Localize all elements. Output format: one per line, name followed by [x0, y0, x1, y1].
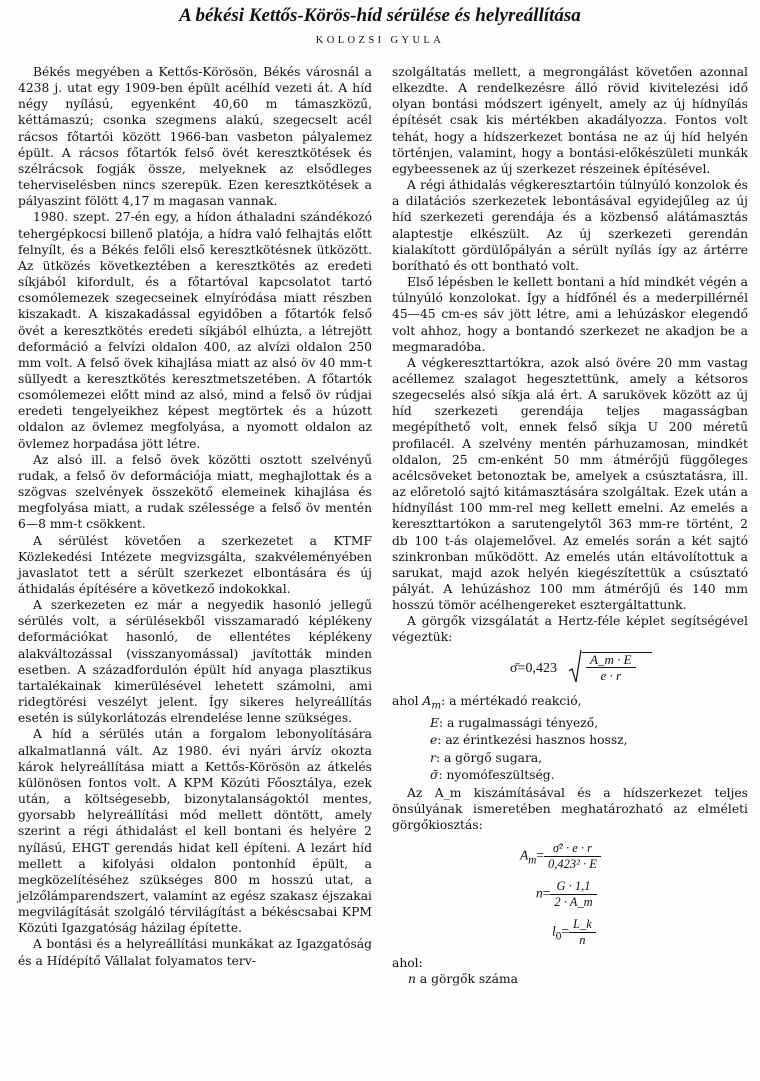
definition-row: n a görgők száma: [408, 972, 518, 987]
paragraph: A régi áthidalás végkeresztartóin túlnyúló konzolok és a dilatációs szerkezetek lebontásával egyidejűleg az új híd szerkezeti gerendája és a közbenső alátámasztás alaptestje elkészült. Az új szerkezeti gerendán kialakított gördülőpályán a sérült nyílás így az ártérre borítható és ott bontható volt.: [392, 178, 748, 273]
hertz-formula: [392, 649, 748, 689]
fraction-denominator: n: [579, 932, 586, 947]
definition-row: [392, 750, 748, 768]
paragraph: A görgők vizsgálatát a Hertz-féle képlet segítségével végeztük:: [392, 614, 748, 645]
definition-row: [392, 693, 748, 715]
paragraph: Első lépésben le kellett bontani a híd mindkét végén a túlnyúló konzolokat. Így a hídfőnél és a mederpillérnél 45—45 cm-es sáv jött létre, ami a lehúzáskor elegendő volt ahhoz, hogy a bontandó szerkezet ne akadjon be a megmaradóba.: [392, 275, 748, 354]
left-column: [18, 64, 372, 969]
symbol: e: [430, 733, 438, 748]
definition-text: : a mértékadó reakció,: [441, 693, 582, 708]
definition-text: a görgők száma: [419, 972, 518, 987]
symbol-subscript: m: [431, 699, 442, 712]
paragraph: szolgáltatás mellett, a megrongálást követően azonnal elkezdte. A rendelkezésre álló rövid kivitelezési idő olyan bontási módszert igényelt, amely az új hídnyílás építését csak kis mértékben akadályozza. Fontos volt tehát, hogy a hídszerkezet bontása ne az új híd helyén történjen, valamint, hogy a bontási-előkészületi munkák egybeessenek az új szerkezet részeinek építésével.: [392, 65, 748, 176]
definition-row: [392, 715, 748, 733]
definition-row: [392, 767, 748, 785]
symbol: σ̄: [430, 768, 439, 783]
formula-fraction: [569, 917, 596, 948]
paragraph: A szerkezeten ez már a negyedik hasonló jellegű sérülés volt, a sérülésekből visszamaradó képlékeny deformációkat hasonló, de ellentétes képlékeny alakváltozással (visszanyomással) javították minden esetben. A századfordulón épült híd anyaga plasztikus tartalékainak kimerülésével lehetett számolni, ami ridegtörési veszélyt jelent. Így sikeres helyreállítás esetén is súlykorlátozás elrendelése lenne szükséges.: [18, 598, 372, 726]
article-title: A békési Kettős-Körös-híd sérülése és helyreállítása: [179, 5, 581, 26]
formula-n: n= $\frac{G \cdot 1,1}{2 \cdot A\_m}$: [536, 879, 597, 910]
symbol: E: [430, 715, 439, 730]
fraction-numerator: A_m · E: [586, 652, 636, 668]
fraction-numerator: σ̄² · e · r: [544, 841, 601, 857]
article-author: KOLOZSI GYULA: [315, 35, 445, 46]
definition-text: : nyomófeszültség.: [438, 768, 555, 783]
paragraph: A végkereszttartókra, azok alsó övére 20 mm vastag acéllemez szalagot hegesztettünk, amely a kétsoros szegecselés alsó síkja alá ért. A sarukövek között az új híd szerkezeti gerendája teljes magasságban megépíthető volt, ennek felső síkja U 200 méretű profilacél. A szelvény mentén párhuzamosan, mindkét oldalon, 25 cm-enként 50 mm átmérőjű függőleges acélcsöveket betonoztak be, amelyek a csúsztatásra, ill. az előretoló sajtó kitámasztására szolgáltak. Ezek után a hídnyílást 100 mm-rel meg kellett emelni. Az emelés a kereszttartókon a sarutengelytől 363 mm-re történt, 2 db 100 t-ás olajemelővel. Az emelés során a két sajtó szinkronban működött. Az emelés után eltávolítottuk a sarukat, majd azok helyén kiegészítettük a csúsztató pályát. A lehúzáshoz 100 mm átmérőjű és 140 mm hosszú tömör acélhengereket esztergáltattunk.: [392, 355, 748, 613]
right-column: [392, 64, 748, 988]
definition-text: : a rugalmassági tényező,: [438, 715, 599, 730]
formula-l0: $l_0=$ $\frac{L\_k}{n}$: [552, 917, 596, 948]
paragraph: Az A_m kiszámításával és a hídszerkezet teljes önsúlyának ismeretében meghatározható az elméleti görgőkiosztás:: [392, 786, 748, 833]
paragraph: Az alsó ill. a felső övek közötti osztott szelvényű rudak, a felső öv deformációja miatt, meghajlottak és a szögvas szelvények összekötő elemeinek kihajlása és megfolyása miatt, a rudak szélessége a felső öv mentén 6—8 mm-t csökkent.: [18, 452, 372, 532]
ending-intro: ahol:: [392, 955, 423, 970]
formula-am: $A_m=$ $\frac{\text{σ̄² · e · r}}{\text{0,423² · E}}$: [520, 841, 601, 872]
formula-fraction: [586, 652, 636, 683]
formula-fraction: [550, 879, 596, 910]
paragraph: Békés megyében a Kettős-Körösön, Békés városnál a 4238 j. utat egy 1909-ben épült acélhíd vezeti át. A híd négy nyílású, egyenként 40,60 m támaszközű, kéttámaszú; csonka szegmens alakú, szegecselt acél rácsos főtartói között 1966-ban vasbeton pályalemez épült. A rácsos főtartók felső övét keresztkötések és szélrácsok fogják össze, melyeknek az elsődleges teherviselésben nincs szerepük. Ezen keresztkötések a pályaszint fölött 4,17 m magasan vannak.: [18, 65, 372, 209]
fraction-denominator: 0,423² · E: [548, 856, 597, 871]
symbol: r: [430, 750, 436, 765]
paragraph: A bontási és a helyreállítási munkákat az Igazgatóság és a Hídépítő Vállalat folyamatos terv-: [18, 937, 372, 968]
formula-lhs: σ̄=0,423: [510, 660, 557, 676]
fraction-numerator: L_k: [569, 917, 596, 933]
paragraph: 1980. szept. 27-én egy, a hídon áthaladni szándékozó tehergépkocsi billenő platója, a hídra való felhajtás előtt felnyílt, és a Békés felőli első keresztkötésnek ütközött. Az ütközés következtében a keresztkötés az eredeti síkjából kifordult, és a főtartóval kapcsolatot tartó csomólemezek szegecseinek elnyíródása miatt részben kiszakadt. A kiszakadással egyidőben a főtartók felső övét a keresztkötés eredeti síkjából elhúzta, a létrejött deformáció a felvízi oldalon 400, az alvízi oldalon 250 mm volt. A felső övek kihajlása miatt az alsó öv 40 mm-t süllyedt a keresztkötés keresztmetszetében. A főtartók csomólemezei előtt mind az alsó, mind a felső öv rúdjai eredeti tengelyeikhez képest megtörtek és a húzott oldalon az övlemez megfolyása, a nyomott oldalon az övlemez horpadása jött létre.: [18, 210, 372, 451]
roller-distribution-formulas: [392, 837, 748, 951]
square-root-icon: [568, 649, 582, 683]
formula-fraction: [544, 841, 601, 872]
definition-text: : a görgő sugara,: [435, 750, 543, 765]
paragraph: A híd a sérülés után a forgalom lebonyolítására alkalmatlanná vált. Az 1980. évi nyári árvíz okozta károk helyreállítása miatt a Kettős-Körösön az átkelés különösen fontos volt. A KPM Közúti Főosztálya, ezek után, a költségesebb, bizonytalanságoktól mentes, gyorsabb helyreállítási mód mellett döntött, amely szerint a régi áthidalást el kell bontani és helyére 2 nyílású, EHGT gerendás hidat kell építeni. A lezárt híd mellett a kifolyási oldalon pontonhíd épült, a megközelítéséhez szükséges 800 m hosszú utat, a jelzőlámparendszert, valamint az egész szakasz éjszakai megvilágítását szolgáló térvilágítást a békéscsabai KPM Közúti Igazgatóság házilag építette.: [18, 727, 372, 936]
definition-text: : az érintkezési hasznos hossz,: [437, 733, 628, 748]
definition-intro: ahol: [392, 693, 419, 708]
ending-definitions: [392, 955, 748, 988]
fraction-numerator: G · 1,1: [550, 879, 596, 895]
definition-row: [392, 732, 748, 750]
symbol: A: [422, 693, 432, 708]
paragraph: A sérülést követően a szerkezetet a KTMF Közlekedési Intézete megvizsgálta, szakvéleményében javaslatot tett a sérült szerkezet elbontására és új áthidalás építésére a következő indokokkal.: [18, 533, 372, 596]
fraction-denominator: e · r: [600, 667, 622, 683]
fraction-denominator: 2 · A_m: [554, 894, 593, 909]
symbol-definitions: [392, 693, 748, 785]
